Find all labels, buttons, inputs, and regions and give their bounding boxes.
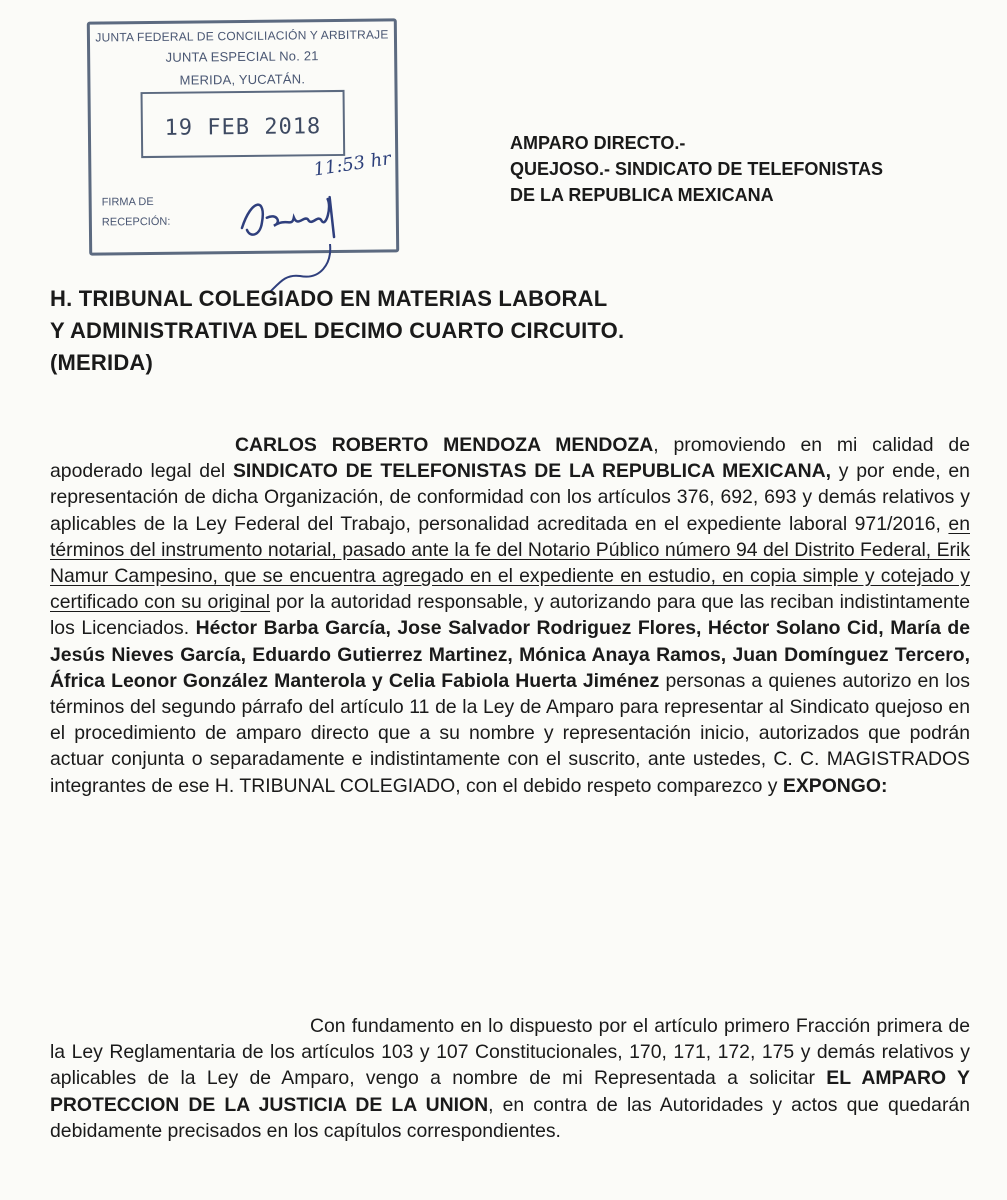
promovente-name: CARLOS ROBERTO MENDOZA MENDOZA	[235, 434, 654, 456]
stamp-date-box	[141, 90, 346, 158]
tribunal-heading	[50, 283, 624, 379]
stamp-line-2: JUNTA ESPECIAL No. 21	[165, 48, 319, 65]
stamp-time-handwritten: 11:53 hr	[312, 148, 393, 181]
header-quejoso: QUEJOSO.- SINDICATO DE TELEFONISTAS	[510, 159, 884, 179]
stamp-firma-label	[102, 192, 171, 233]
p2-text-2: , en contra de las Autoridades y actos que quedarán debidamente precisados en los capítulos correspondientes.	[50, 1093, 970, 1142]
amparo-request: EL AMPARO Y PROTECCION DE LA JUSTICIA DE LA UNION	[50, 1067, 970, 1116]
p2-text-1: Con fundamento en lo dispuesto por el artículo primero Fracción primera de la Ley Reglamentaria de los artículos 103 y 107 Constitucionales, 170, 171, 172, 175 y demás relativos y aplicables de la Ley de Amparo, vengo a nombre de mi Representada a solicitar	[50, 1015, 970, 1090]
p1-text-2: y por ende, en representación de dicha Organización, de conformidad con los artículos 376, 692, 693 y demás relativos y aplicables de la Ley Federal del Trabajo, personalidad acreditada en el expediente laboral 971/2016,	[50, 460, 970, 535]
firma-de-label: FIRMA DE	[101, 195, 154, 209]
expongo-label: EXPONGO:	[782, 774, 888, 797]
header-amparo-directo: AMPARO DIRECTO.-	[510, 133, 686, 153]
case-header	[510, 130, 883, 208]
authorized-lawyers: Héctor Barba García, Jose Salvador Rodriguez Flores, Héctor Solano Cid, María de Jesús Nieves García, Eduardo Gutierrez Martinez, Mónica Anaya Ramos, Juan Domínguez Tercero, África Leonor González Manterola y Celia Fabiola Huerta Jiménez	[50, 617, 971, 692]
header-republica: DE LA REPUBLICA MEXICANA	[510, 185, 774, 205]
paragraph-fundamento	[50, 1013, 970, 1144]
tribunal-line-2: Y ADMINISTRATIVA DEL DECIMO CUARTO CIRCUITO.	[50, 318, 625, 343]
handwritten-signature-icon	[232, 187, 353, 248]
p1-text-3: por la autoridad responsable, y autorizando para que las reciban indistintamente los Licenciados.	[50, 591, 970, 640]
stamp-line-1: JUNTA FEDERAL DE CONCILIACIÓN Y ARBITRAJE	[95, 27, 389, 45]
reception-stamp	[87, 18, 399, 255]
union-name: SINDICATO DE TELEFONISTAS DE LA REPUBLICA MEXICANA,	[232, 460, 831, 483]
p1-underlined-text: en términos del instrumento notarial, pasado ante la fe del Notario Público número 94 del Distrito Federal, Erik Namur Campesino, que se encuentra agregado en el expediente en estudio, en copia simple y cotejado y certificado con su original	[50, 512, 970, 614]
p1-text-1: , promoviendo en mi calidad de apoderado legal del	[50, 434, 970, 483]
tribunal-line-1: H. TRIBUNAL COLEGIADO EN MATERIAS LABORAL	[50, 286, 608, 311]
paragraph-intro	[50, 432, 970, 799]
recepcion-label: RECEPCIÓN:	[101, 215, 171, 229]
p1-text-4: personas a quienes autorizo en los términos del segundo párrafo del artículo 11 de la Ley de Amparo para representar al Sindicato quejoso en el procedimiento de amparo directo que a su nombre y representación inicio, autorizados que podrán actuar conjunta o separadamente e indistintamente con el suscrito, ante ustedes, C. C. MAGISTRADOS integrantes de ese H. TRIBUNAL COLEGIADO, con el debido respeto comparezco y	[50, 669, 970, 797]
tribunal-line-3: (MERIDA)	[50, 350, 154, 375]
stamp-line-3: MERIDA, YUCATÁN.	[179, 71, 306, 88]
stamp-date: 19 FEB 2018	[164, 114, 322, 141]
